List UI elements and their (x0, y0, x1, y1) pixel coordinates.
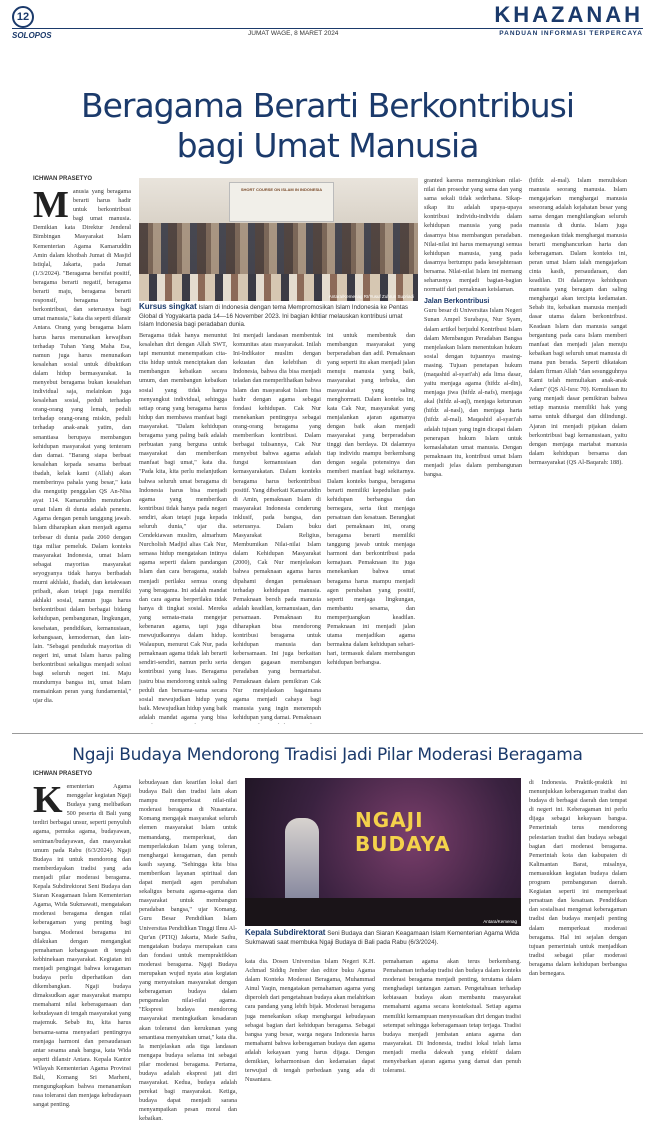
article2-col3: kata dia. Dosen Universitas Islam Negeri K.H. Achmad Siddiq Jember dan editor buku Agama dalam Konteks Moderasi Beragama, Muhammad Ainul Yaqin, mengatakan pemahaman agama yang diperoleh dari pengetahuan budaya akan melahirkan cara pandang yang lebih bijak. Moderasi beragama juga menekankan sikap menghargai kebudayaan sebagai bagian dari kehidupan beragama. Sebagai bangsa yang besar, warga negara Indonesia harus memahami bahwa keberagaman budaya dan agama adalah kekayaan yang harus dijaga. Dengan demikian, keharmonisan dan kedamaian dapat terwujud di tengah perbedaan yang ada di Nusantara. (245, 958, 375, 1084)
photo-stage (245, 898, 521, 926)
photo-credit: Antara/Kemenag (483, 919, 517, 924)
article1-col1-text: anusia yang beragama berarti harus hadir untuk berkontribusi bagi umat manusia. Demikian kata Direktur Jenderal Bimbingan Masyarakat Islam Kementerian Agama Kamaruddin Amin dalam khotbah Jumat di Masjid Istiqlal, Jakarta, pada Jumat (1/3/2024). "Beragama bersifat positif, beragama berarti negatif, beragama berarti maju, beragama berarti responsif, beragama berarti berkontribusi, dan seterusnya bagi umat manusia," kata dia seperti dilansir Antara. Orang yang beragama Islam harus harus menunaikan kewajiban terhadap Tuhan Yang Maha Esa, namun juga harus menunaikan kesalehan sosial untuk dibuktikan dalam hidup bermasyarakat. Ia menyebut beragama bukan kesalehan individual saja, melainkan juga kesalehan sosial, peduli terhadap orang-orang yang lemah, peduli terhadap orang-orang miskin, peduli terhadap anak-anak yatim, dan senantiasa berupaya membangun kehidupan masyarakat yang tenteram dan damai. "Barang siapa berbuat kesalehan kepada sesama berbuat ibadah, kelak kami (Allah) akan memberinya pahala yang besar," kata dia mengutip penggalan QS An-Nisa ayat 114. Kamaruddin menuturkan umat Islam di dunia adalah penentu. Agama dengan penuh tanggung jawab. Islam diharapkan akan menjadi agama terbesar di dunia pada 2060 dengan tiga miliar pemeluk. Dalam konteks masyarakat Indonesia, umat Islam sebagai mayoritas masyarakat seyogyanya tidak hanya beribadah murni akhlaki, ibadah, dan ketakwaan pribadi, akan tetapi juga memiliki akhlaki sosial, namun juga harus berkontribusi dalam berbagai bidang kehidupan, pembangunan, lingkungan, kesehatan, pendidikan, kemanusiaan, kebangsaan, kemodernan, dan lain-lain. "Sebagai penduduk mayoritas di negeri ini, umat Islam harus paling berkontribusi sekaligus menjadi solusi bagi seluruh negeri ini. Maju mundurnya bangsa ini, umat Islam memainkan peran yang fundamental," ujar dia. (33, 188, 131, 705)
article2-col4: pemahaman agama akan terus berkembang. Pemahaman terhadap tradisi dan budaya dalam konteks moderasi beragama menjadi penting, terutama dalam menghadapi tantangan zaman. Pengetahuan terhadap kebiasaan budaya akan membantu masyarakat memahami agama secara kontekstual. Setiap agama memiliki kemampuan menyesuaikan diri dengan tradisi setempat sehingga keberagamaan tetap terjaga. Tradisi budaya menjadi jembatan antara agama dan masyarakat. Di Indonesia, tradisi lokal telah lama menjadi media dakwah yang efektif dalam menyebarkan ajaran agama yang damai dan penuh toleransi. (383, 958, 521, 1075)
brand-logo: SOLOPOS (12, 31, 52, 40)
caption-text: Islam di Indonesia dengan tema Mempromosikan Islam Indonesia ke Pentas Global di Yogyakarta pada 14—16 November 2023. Ini bagian ikhtiar melauskan kontribusi umat Islam Indonesia bagi peradaban dunia. (139, 304, 408, 328)
article2-author: ICHWAN PRASETYO (33, 771, 93, 777)
article1-col3: Ini menjadi landasan membentuk komunitas atau masyarakat. Inilah Ini-Indikator muslim dengan kekuatan dan kelebihan di Indonesia, bahwa dia bisa menjadi teladan dan memperlihatkan bahwa Islam dan masyarakat Islam bisa hadir dengan agama sebagai fondasi kehidupan. Cak Nur menekankan pentingnya sebagai orang-orang beragama yang memberikan kontribusi. Dalam berbagai tulisannya, Cak Nur menyebut bahwa agama adalah fungsi kemanusiaan dan kemasyarakatan. Dalam konteks beragama harus berkontribusi positif. Yang diberkati Kamaruddin di Amin, pemaknaan Islam di masyarakat Indonesia cenderung inklusif, pada bangsa, dan seterusnya. Dalam buku Masyarakat Religius, Membumikan Nilai-nilai Islam dalam Kehidupan Masyarakat (2000), Cak Nur menjelaskan bahwa pemaknaan agama harus dipahami dengan pemaknaan terhadap kehidupan manusia. Pemaknaan bersih pada manusia adalah keadilan, kemanusiaan, dan persamaan. Pemaknaan itu diharapkan bisa mendorong kontribusi beragama untuk kehidupan manusia dan kebersamaan. Ini juga berkaitan dengan gagasan membangun peradaban yang bermartabat. Pemaknaan dalam pemikiran Cak Nur menjelaskan bagaimana agama menjadi cahaya bagi manusia yang ingin menempuh kehidupan yang damai. Pemaknaan (233, 332, 321, 721)
dropcap: K (33, 782, 63, 821)
caption-title: Kursus singkat (139, 302, 197, 311)
article1-col2: Beragama tidak hanya menuntut kesalehan diri dengan Allah SWT, tapi menuntut menempatkan cita-cita hidup untuk menciptakan dan membangun kebaikan secara umum, dan membangun kebaikan sosial yang tidak hanya menyangkut individual, sehingga setiap orang yang beragama harus hidup dan membawa manfaat bagi masyarakat. "Dalam kehidupan beragama yang paling baik adalah perbuatan yang berguna untuk masyarakat dan memberikan manfaat bagi umat," kata dia. "Pada kita, kita perlu melanjutkan bahwa seluruh umat beragama di Indonesia harus bisa menjadi agama yang memberikan kontribusi tidak hanya pada negeri sendiri, akan tetapi juga kepada seluruh dunia," ujar dia. Cendekiawan muslim, almarhum Nurcholish Madjid alias Cak Nur, semasa hidup mengatakan intinya agama seperti dalam pandangan Islam dan cara beragama, sudah menjadi perilaku semua orang yang beragama. Ini adalah mandat dan cara agama berperilaku tidak hanya di tingkat sosial. Mereka yang semata-mata mengejar kebenaran agama, tapi juga mewujudkannya dalam hidup. Walaupun, menurut Cak Nur, pada pemaknaan agama tidak lah berarti sendiri-sendiri, namun perlu serta kontribusi yang luas. Beragama justru bisa mendorong untuk saling peduli dan bersama-sama secara sosial mewujudkan hidup yang baik. Mewujudkan hidup yang baik adalah mandat agama yang bisa (139, 332, 227, 721)
article2-col1-text: ementerian Agama menggelar kegiatan Ngaji Budaya yang melibatkan 500 peserta di Bali yang terdiri berbagai unsur, seperti penyuluh agama, pemuka agama, budayawan, seniman/budayawan, dan masyarakat umum pada Rabu (6/3/2024). Ngaji Budaya ini untuk mendorong dan memberdayakan tradisi yang ada menjadi pilar moderasi beragama. Kepala Subdirektorat Seni Budaya dan Siaran Keagamaan Islam Kementerian Agama, Wida Sukmawati, mengatakan moderasi beragama dengan nilai keberagaman yang penting bagi bangsa. Moderasi beragama ini dilakukan dengan mengangkat pemahaman kebangsaan di tengah kebhinekaan masyarakat. Kegiatan ini menjadi pengingat bahwa keragaman budaya perlu diperhatikan dan dikembangkan. Ngaji budaya dimaksudkan agar masyarakat mampu memahami nilai keberagamaan dan kebudayaan di tengah masyarakat yang majemuk. Sebab itu, kita harus bersama-sama menyadari pentingnya menjaga harmoni dan persaudaraan antar sesama anak bangsa, kata Wida seperti dilansir Antara. Kepala Kantor Wilayah Kementerian Agama Provinsi Bali, Komang Sri Marheni, mengungkapkan bahwa menanamkan rasa toleransi dan menjaga kebudayaan sangat penting. (33, 783, 131, 1109)
article2-col2: kebudayaan dan kearifan lokal dari budaya Bali dan tradisi lain akan mampu memperkuat nilai-nilai moderasi beragama di Nusantara. Komang mengajak masyarakat seluruh elemen masyarakat Islam untuk memandang, memperkuat, dan memperlakukan Islam yang toleran, menghargai keragaman, dan penuh kasih sayang. "Sehingga kita bisa memberikan layanan spiritual dan dapat menjadi agen perubahan sekaligus bersatu agama-agama dan masyarakat untuk membangun peradaban bangsa," ujar Komang. Guru Besar Pendidikan Islam Universitas Pendidikan Tinggi Ilmu Al-Qur'an (PTIQ) Jakarta, Made Saihu, mengatakan budaya merupakan cara dan fondasi untuk mempraktikkan moderasi beragama. Ngaji Budaya merupakan wujud nyata atas kegiatan yang menyatukan masyarakat dengan keberagaman budaya dalam pengamalan nilai-nilai agama. "Ekspresi budaya mendorong masyarakat meningkatkan kesadaran akan toleransi dan kerukunan yang senantiasa menyatukan umat," kata dia. Ia menjelaskan ada tiga landasan mengapa budaya selama ini sebagai pilar moderasi beragama. Pertama, budaya adalah ekspresi jati diri masyarakat. Kedua, budaya adalah perekat bagi masyarakat. Ketiga, budaya dapat menjadi sarana menyampaikan pesan moral dan kebaikan. (139, 779, 237, 1123)
article1-col5-text: granted karena memungkinkan nilai-nilai dan prosedur yang sama dan yang sama sekali tidak sederhana. Sikap-sikap itu adalah upaya-upaya kontribusi individu-individu dalam kehidupan manusia yang pada dasarnya bisa membangun peradaban. Nilai-nilai ini harus memayungi semua kehidupan manusia, yang pada dasarnya bertumpu pada kesejahteraan bersama. Nilai-nilai Islam ini memang seharusnya menjadi bagian-bagian normatif dari pemaknaan keislaman. (424, 177, 522, 294)
article1-headline (40, 86, 615, 166)
headline-line1: Beragama Berarti Berkontribusi (80, 86, 575, 125)
section-title: KHAZANAH (494, 2, 643, 27)
date-line: JUMAT WAGE, 8 MARET 2024 (248, 30, 339, 37)
article2-col1 (33, 782, 131, 1137)
tagline: PANDUAN INFORMASI TERPERCAYA (499, 30, 643, 37)
article1-col1 (33, 187, 131, 724)
article2-caption (245, 929, 521, 947)
subheading: Jalan Berkontribusi (424, 298, 490, 306)
article2-col5: di Indonesia. Praktik-praktik ini menunjukkan keberagaman tradisi dan budaya di berbagai daerah dan tempat di negeri ini. Keberagaman ini perlu dijaga sebagai kekayaan bangsa. Pemerintah terus mendorong pelestarian tradisi dan budaya sebagai bagian dari moderasi beragama. Pemerintah kota dan kabupaten di Kalimantan Barat, misalnya, memasukkan kegiatan budaya dalam program pembangunan daerah. Kegiatan seperti ini memperkuat persatuan dan kesatuan. Pendidikan dan sosialisasi mengenai keberagaman tradisi dan budaya menjadi penting dalam memperkuat moderasi beragama. Hal ini sejalan dengan tujuan pemerintah untuk menjadikan tradisi sebagai pilar moderasi beragama dalam kehidupan berbangsa dan bernegara. (529, 779, 627, 977)
photo-credit: Antara/Kemenag RI/Yusuf Zuhrun Supriadi (328, 294, 414, 299)
article1-author: ICHWAN PRASETYO (33, 176, 93, 182)
dropcap: M (33, 187, 69, 226)
article1-col6: (hifdz al-mal). Islam menuliskan manusia seorang manusia. Islam mengajarkan menghargai manusia seseorang adalah kejahatan besar yang sama dengan menghilangkan seluruh manusia di dunia. Islam juga menegaskan tidak menghargai manusia berarti menghancurkan harta dan keberagaman. Dalam konteks ini, peran umat Islam ialah mengajarkan cinta kasih, persaudaraan, dan keadilan. Di dalamnya kehidupan manusia yang beragam dan saling menghargai akan tercipta kedamaian. Sebab itu, kebaikan manusia menjadi dasar utama dalam berkontribusi. Keadaan Islam dan manusia sangat bergantung pada cara Islam memberi manfaat dan menjadi jalan menuju kebaikan bagi seluruh umat manusia di mana pun berada. Seperti dikatakan dalam firman Allah "dan sesungguhnya Kami telah memuliakan anak-anak Adam" (QS Al-Isra: 70). Kemuliaan itu yang menjadi dasar pemikiran bahwa setiap manusia memiliki hak yang sama untuk dihargai dan dilindungi. Ajaran ini menjadi pijakan dalam berkontribusi bagi kemanusiaan, yaitu dengan menjaga martabat manusia dalam kehidupan bersama dan bermasyarakat (QS Al-Baqarah: 188). (529, 177, 627, 466)
article2-photo (245, 778, 521, 926)
photo-banner-text: SHORT COURSE ON ISLAM IN INDONESIA (240, 187, 323, 192)
photo-banner-text: NGAJI BUDAYA (355, 808, 451, 856)
article1-photo (139, 178, 418, 301)
photo-screen (229, 182, 334, 222)
header-rule (12, 28, 643, 29)
caption-title: Kepala Subdirektorat (245, 928, 326, 937)
article2-headline: Ngaji Budaya Mendorong Tradisi Jadi Pilar Moderasi Beragama (72, 745, 583, 765)
article1-col5b-text: Guru besar di Universitas Islam Negeri Sunan Ampel Surabaya, Nur Syam, dalam artikel berjudul Kontribusi Islam dalam Membangun Peradaban Bangsa menjelaskan Islam menentukan hukum sosial dengan tujuannya masing-masing. Tujuan penetapan hukum (maqashid al-syari'ah) ada lima dasar, yaitu menjaga agama (hifdz al-din), menjaga jiwa (hifdz al-nafs), menjaga akal (hifdz al-aql), menjaga keturunan (hifdz al-nasl), dan menjaga harta (hifdz al-mal). Maqashid al-syari'ah adalah tujuan yang ingin dicapai dalam penerapan hukum Islam untuk kemaslahatan umat manusia. Dengan pemaknaan itu, kontribusi umat Islam menjadi jelas dalam pembangunan bangsa. (424, 307, 522, 478)
page-number: 12 (12, 6, 34, 28)
caption-text: Seni Budaya dan Siaran Keagamaan Islam Kementerian Agama Wida Sukmawati saat membuka Ngaji Budaya di Bali pada Rabu (6/3/2024). (245, 930, 520, 946)
article-divider (12, 733, 643, 734)
headline-line2: bagi Umat Manusia (176, 126, 479, 165)
page-header (0, 0, 655, 40)
article1-col5 (424, 176, 522, 724)
article1-caption (139, 303, 418, 330)
article1-col4: ini untuk membentuk dan membangun masyarakat yang berperadaban dan adil. Pemaknaan yang seperti itu akan menjadi jalan menuju manusia yang baik, masyarakat yang terbuka, dan masyarakat yang saling menghormati. Dalam konteks ini, kata Cak Nur, masyarakat yang menjalankan ajaran agamanya dengan baik akan menjadi masyarakat yang berperadaban tinggi dan berdaya. Di dalamnya tiap individu mampu berkembang dengan segala potensinya dan memberi manfaat bagi sekitarnya. Dalam konteks bangsa, beragama berarti memiliki kepedulian pada kehidupan berbangsa dan bernegara, serta ikut menjaga persatuan dan kesatuan. Berangkat dari pemaknaan ini, orang beragama berarti memiliki tanggung jawab untuk menjaga harmoni dan berkontribusi pada kemajuan. Pemaknaan itu juga menekankan bahwa umat beragama harus mampu menjadi agen perubahan yang positif, seperti menjaga lingkungan, membantu sesama, dan memperjuangkan keadilan. Pemaknaan ini menjadi jalan utama menjadikan agama bermakna dalam kehidupan sehari-hari, termasuk dalam membangun kehidupan berbangsa. (327, 332, 415, 667)
